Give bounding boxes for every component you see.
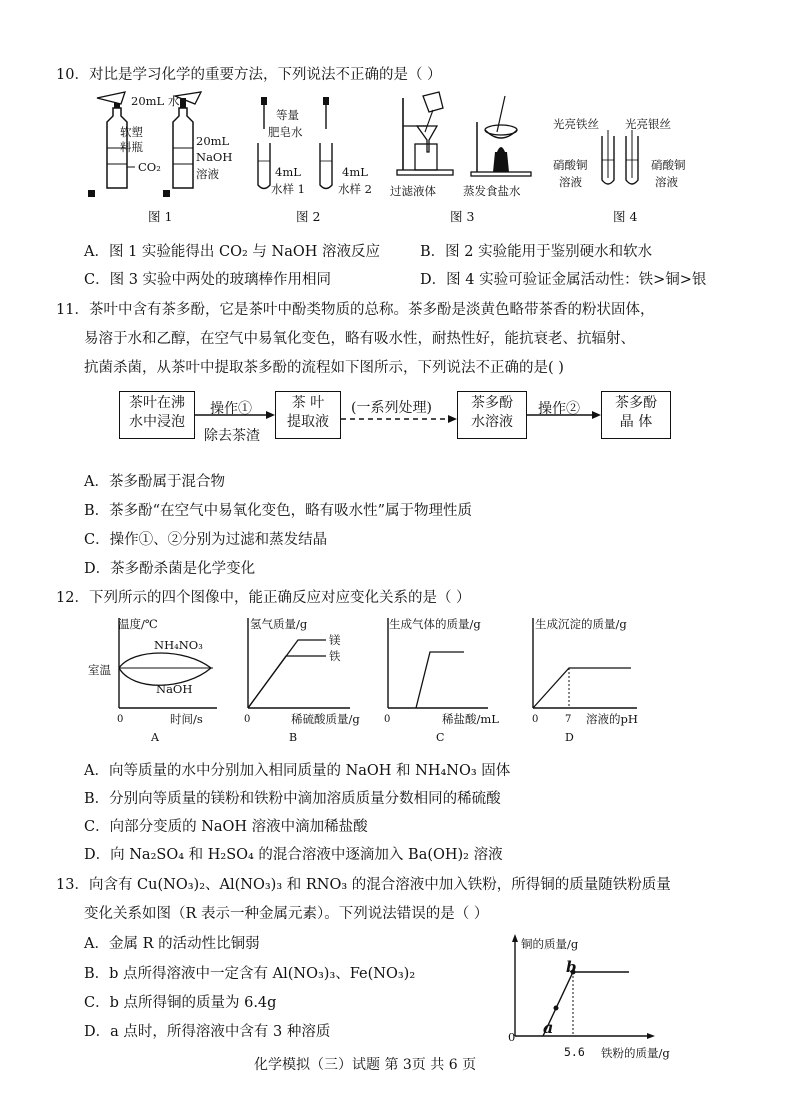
- fig2-soap-label-1: 等量: [276, 108, 299, 122]
- q13-option-b[interactable]: B．b 点所得溶液中一定含有 Al(NO₃)₃、Fe(NO₃)₂: [84, 966, 416, 982]
- q12-option-a[interactable]: A．向等质量的水中分别加入相同质量的 NaOH 和 NH₄NO₃ 固体: [84, 763, 511, 779]
- flow-box-crystal-line-1: 茶多酚: [615, 395, 657, 411]
- graph-d-tick: 7: [565, 714, 572, 725]
- graph-a-caption: A: [151, 731, 159, 742]
- graph-b-series-fe: 铁: [329, 649, 341, 663]
- graph-c-caption: C: [436, 731, 445, 742]
- fig1-naoh-label-1: 20mL: [196, 134, 230, 148]
- q13-point-a: a: [543, 1018, 554, 1037]
- fig3-filter-label: 过滤液体: [390, 184, 436, 198]
- flow-box-soak-line-2: 水中浸泡: [129, 414, 185, 430]
- fig1-bottle-label: 软塑: [120, 125, 143, 139]
- graph-d-xlabel: 溶液的pH: [586, 712, 638, 726]
- graph-d-caption: D: [565, 731, 574, 742]
- fig4-iron-label: 光亮铁丝: [553, 117, 599, 131]
- graph-c-ylabel: 生成气体的质量/g: [389, 617, 481, 631]
- fig4-copper-nitrate-label-2b: 溶液: [655, 175, 678, 189]
- q12-option-d[interactable]: D．向 Na₂SO₄ 和 H₂SO₄ 的混合溶液中逐滴加入 Ba(OH)₂ 溶液: [84, 847, 503, 863]
- q13-graph-tick: 5.6: [564, 1045, 585, 1059]
- graph-b-xlabel: 稀硫酸质量/g: [291, 712, 360, 726]
- graph-b-series-mg: 镁: [329, 633, 341, 647]
- flow-box-soak: [119, 391, 195, 439]
- flow-op1-sublabel: 除去茶渣: [204, 428, 260, 444]
- graph-a-room-temp: 室温: [88, 663, 111, 677]
- graph-c-xlabel: 稀盐酸/mL: [442, 712, 499, 726]
- graph-c-origin: 0: [384, 714, 391, 725]
- flow-box-extract-line-2: 提取液: [287, 414, 329, 430]
- flow-series-label: (一系列处理): [351, 400, 432, 416]
- graph-a-upper-label: NH₄NO₃: [154, 638, 203, 652]
- fig1-bottle-label-2: 料瓶: [120, 140, 143, 154]
- page-footer: 化学模拟（三）试题 第 3页 共 6 页: [254, 1057, 477, 1073]
- q13-point-b: b: [566, 958, 577, 976]
- q13-stem-line-2: 变化关系如图（R 表示一种金属元素）。下列说法错误的是（ ）: [84, 906, 489, 922]
- flow-op2-label: 操作②: [538, 401, 580, 417]
- flow-box-soak-line-1: 茶叶在沸: [129, 395, 185, 411]
- flow-box-extract-line-1: 茶 叶: [291, 395, 325, 411]
- fig3-caption: 图 3: [450, 209, 475, 224]
- graph-d-origin: 0: [532, 714, 539, 725]
- fig4-caption: 图 4: [613, 209, 638, 224]
- graph-a-ylabel: 温度/℃: [118, 617, 158, 631]
- q13-graph-origin: 0: [508, 1030, 516, 1044]
- q11-option-c[interactable]: C．操作①、②分别为过滤和蒸发结晶: [84, 532, 328, 548]
- fig1-naoh-label-2: NaOH: [196, 150, 233, 164]
- fig2-sample1-volume: 4mL: [275, 165, 301, 179]
- q10-option-a[interactable]: A．图 1 实验能得出 CO₂ 与 NaOH 溶液反应: [84, 244, 381, 260]
- flow-box-solution-line-2: 水溶液: [471, 414, 513, 430]
- graph-d-ylabel: 生成沉淀的质量/g: [535, 617, 627, 631]
- q11-option-b[interactable]: B．茶多酚“在空气中易氧化变色，略有吸水性”属于物理性质: [84, 503, 472, 519]
- fig4-copper-nitrate-label-1b: 溶液: [559, 175, 582, 189]
- q10-option-c[interactable]: C．图 3 实验中两处的玻璃棒作用相同: [84, 272, 332, 288]
- q13-graph-xlabel: 铁粉的质量/g: [601, 1046, 670, 1060]
- flow-op1-label: 操作①: [210, 401, 252, 417]
- q13-option-a[interactable]: A．金属 R 的活动性比铜弱: [84, 936, 260, 952]
- q10-option-b[interactable]: B．图 2 实验能用于鉴别硬水和软水: [420, 244, 653, 260]
- fig2-sample2-label: 水样 2: [338, 182, 372, 196]
- q11-stem-line-1: 11．茶叶中含有茶多酚，它是茶叶中酚类物质的总称。茶多酚是淡黄色略带茶香的粉状固体，: [56, 302, 655, 318]
- fig4-copper-nitrate-label-2: 硝酸铜: [651, 158, 686, 172]
- q11-stem-line-2: 易溶于水和乙醇，在空气中易氧化变色，略有吸水性，耐热性好，能抗衰老、抗辐射、: [84, 331, 635, 347]
- q11-option-a[interactable]: A．茶多酚属于混合物: [84, 474, 225, 490]
- graph-b-caption: B: [289, 731, 298, 742]
- q12-option-b[interactable]: B．分别向等质量的镁粉和铁粉中滴加溶质质量分数相同的稀硫酸: [84, 791, 501, 807]
- fig3-evaporate-label: 蒸发食盐水: [463, 184, 521, 198]
- fig1-caption: 图 1: [148, 209, 173, 224]
- q13-option-d[interactable]: D．a 点时，所得溶液中含有 3 种溶质: [84, 1024, 331, 1040]
- fig4-copper-nitrate-label-1: 硝酸铜: [553, 158, 588, 172]
- fig2-caption: 图 2: [296, 209, 321, 224]
- graph-a-origin: 0: [117, 714, 124, 725]
- flow-box-crystal: [601, 391, 671, 439]
- fig1-water-label: 20mL 水: [131, 94, 180, 108]
- q13-option-c[interactable]: C．b 点所得铜的质量为 6.4g: [84, 995, 277, 1011]
- graph-b-ylabel: 氢气质量/g: [250, 617, 308, 631]
- fig2-sample1-label: 水样 1: [271, 182, 305, 196]
- graph-a-lower-label: NaOH: [156, 682, 193, 696]
- q11-option-d[interactable]: D．茶多酚杀菌是化学变化: [84, 561, 256, 577]
- q10-figure-4: [598, 130, 644, 192]
- q12-option-c[interactable]: C．向部分变质的 NaOH 溶液中滴加稀盐酸: [84, 819, 368, 835]
- q11-stem-line-3: 抗菌杀菌，从茶叶中提取茶多酚的流程如下图所示，下列说法不正确的是( ): [84, 360, 564, 376]
- fig2-soap-label-2: 肥皂水: [268, 125, 303, 139]
- fig2-sample2-volume: 4mL: [342, 165, 368, 179]
- fig4-silver-label: 光亮银丝: [625, 117, 671, 131]
- q10-stem: 10．对比是学习化学的重要方法，下列说法不正确的是（ ）: [56, 67, 442, 83]
- flow-box-crystal-line-2: 晶 体: [619, 414, 653, 430]
- q10-figure-3: [393, 88, 543, 183]
- fig1-naoh-label-3: 溶液: [196, 167, 219, 181]
- flow-arrows: [195, 405, 605, 425]
- q12-stem: 12．下列所示的四个图像中，能正确反应对应变化关系的是（ ）: [56, 590, 471, 606]
- q10-option-d[interactable]: D．图 4 实验可验证金属活动性：铁>铜>银: [420, 272, 707, 288]
- flow-box-solution-line-1: 茶多酚: [471, 395, 513, 411]
- q13-graph-ylabel: 铜的质量/g: [521, 937, 579, 951]
- graph-a-xlabel: 时间/s: [170, 712, 203, 726]
- graph-b-origin: 0: [244, 714, 251, 725]
- fig1-co2-label: CO₂: [138, 160, 161, 174]
- q13-stem-line-1: 13．向含有 Cu(NO₃)₂、Al(NO₃)₃ 和 RNO₃ 的混合溶液中加入铁粉，所得铜的质量随铁粉质量: [56, 877, 671, 893]
